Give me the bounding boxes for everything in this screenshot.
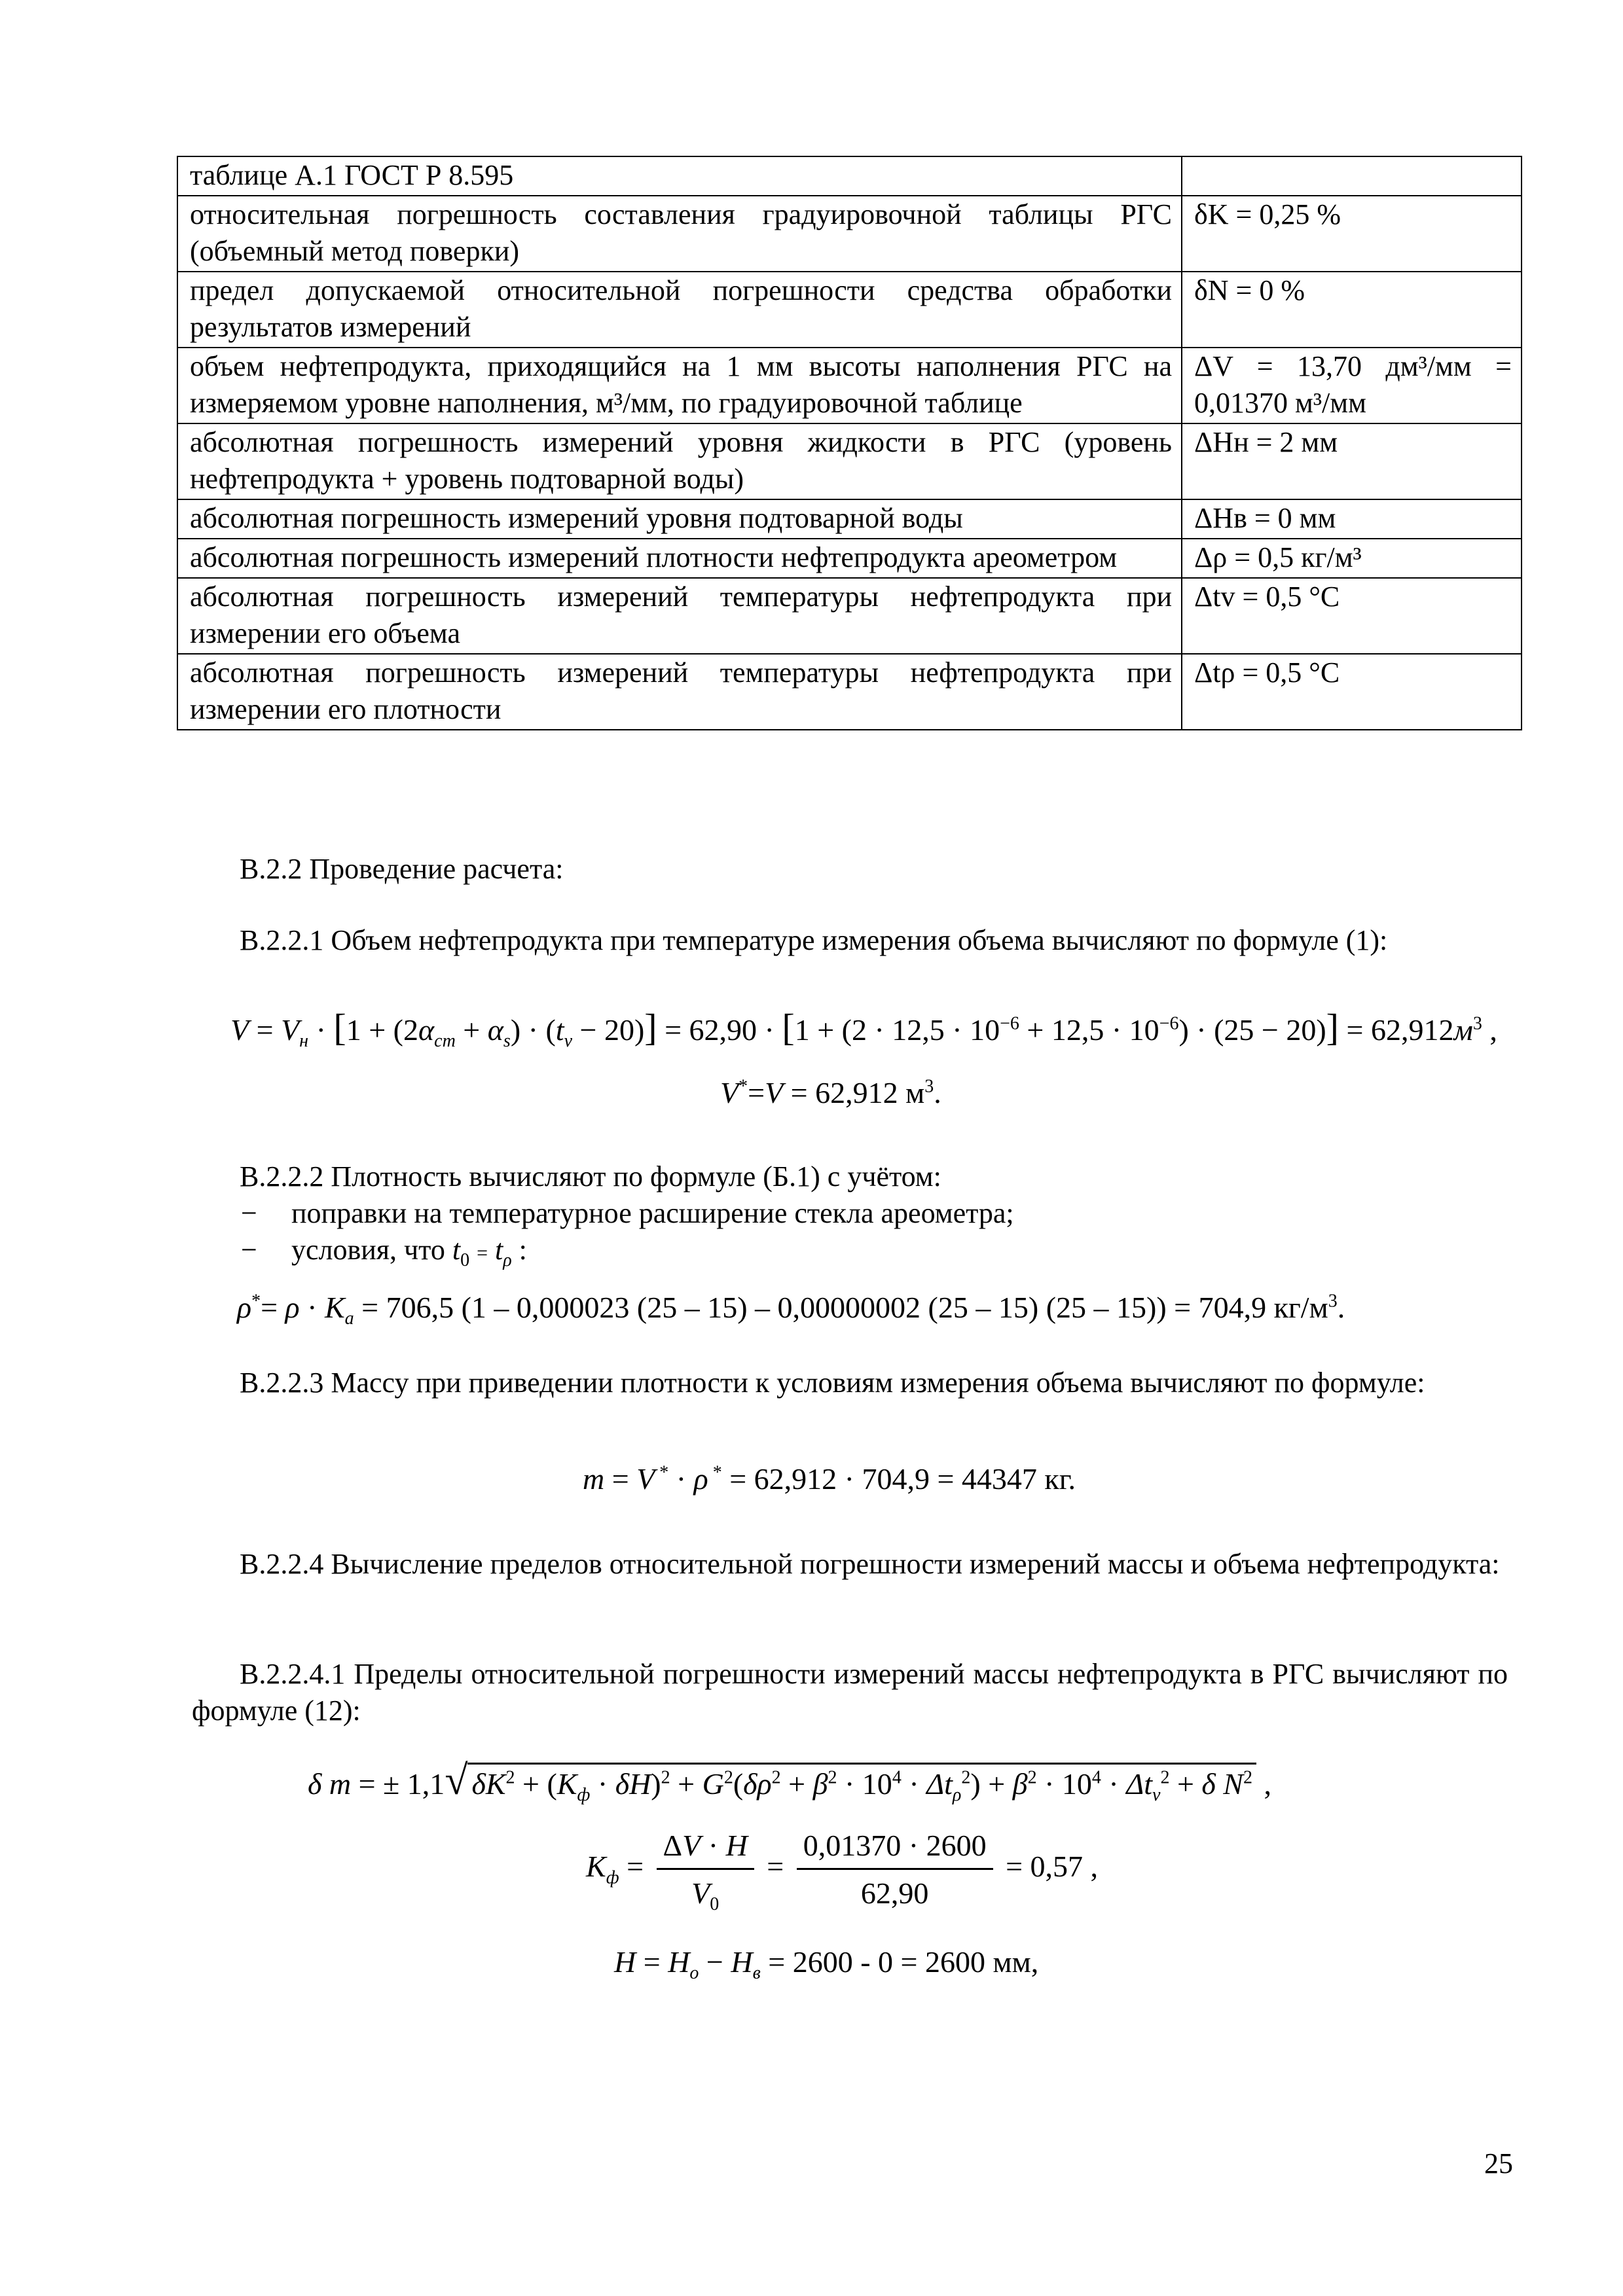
- table-row: [177, 196, 1522, 272]
- section-b224: В.2.2.4 Вычисление пределов относительной погрешности измерений массы и объема нефтепродукта:: [240, 1548, 1500, 1580]
- volume-formula-result: = 62,912: [1346, 1013, 1454, 1047]
- parameter-value: ΔHв = 0 мм: [1182, 499, 1522, 539]
- table-row: [177, 539, 1522, 578]
- condition-text: условия, что: [291, 1234, 445, 1266]
- parameter-description: таблице А.1 ГОСТ Р 8.595: [177, 156, 1182, 196]
- table-row: [177, 156, 1522, 196]
- parameter-description: абсолютная погрешность измерений температуры нефтепродукта при измерении его объема: [177, 578, 1182, 654]
- parameter-value: ΔHн = 2 мм: [1182, 423, 1522, 499]
- vstar-value: = 62,912 м: [790, 1076, 925, 1109]
- kf-formula: $K_ф$ = $\frac{\Delta V \cdot H}{V_0}$ = $\frac{0,01370 \cdot 2600}{62,90}$ = 0,57 ,: [586, 1826, 1098, 1913]
- section-b22: В.2.2 Проведение расчета:: [240, 853, 564, 885]
- table-row: [177, 423, 1522, 499]
- parameter-description: абсолютная погрешность измерений уровня подтоварной воды: [177, 499, 1182, 539]
- h-calc: = 2600 - 0 = 2600 мм,: [768, 1945, 1039, 1979]
- parameter-value: ΔV = 13,70 дм³/мм = 0,01370 м³/мм: [1182, 348, 1522, 423]
- kf-numerator: 0,01370 · 2600: [797, 1826, 993, 1870]
- kf-fraction-numeric: [797, 1826, 993, 1913]
- volume-formula: $V = V_н \cdot [1 + (2\alpha_{ст} + \alpha_s) \cdot (t_v - 20)] = 62,90 \cdot [1 + (2 \cdot 12,5 \cdot 10^{-6} + 12,5 \cdot 10^{-6}) \cdot (25 - 20)] = 62,912м^3$ ,: [230, 1006, 1497, 1052]
- volume-formula-numbers: 1 + (2 · 12,5 · 10: [794, 1013, 1000, 1047]
- page-number: 25: [1484, 2147, 1513, 2179]
- mass-formula: m = V * · ρ * = 62,912 · 704,9 = 44347 кг.: [583, 1462, 1076, 1496]
- parameter-value: δN = 0 %: [1182, 272, 1522, 348]
- list-dash: −: [241, 1234, 257, 1266]
- parameter-value: δK = 0,25 %: [1182, 196, 1522, 272]
- h-formula: $H = H_о - H_в = 2600 - 0 = 2600$ мм,: [614, 1945, 1039, 1984]
- list-item-text: поправки на температурное расширение стекла ареометра;: [291, 1197, 1014, 1229]
- table-row: [177, 499, 1522, 539]
- table-row: [177, 654, 1522, 730]
- parameter-value: [1182, 156, 1522, 196]
- density-formula: $\rho^*= \rho \cdot K_a = 706,5$ (1 – 0,000023 (25 – 15) – 0,00000002 (25 – 15) (25 – 15)) = 704,9 $кг/м^3$.: [237, 1291, 1345, 1329]
- section-b221: В.2.2.1 Объем нефтепродукта при температуре измерения объема вычисляют по формуле (1):: [240, 924, 1388, 956]
- mass-error-formula: δ m = ± 1,1√ $\delta K^2 + (K_ф \cdot \delta H)^2 + G^2(\delta\rho^2 + \beta^2 \cdot 10^4 \cdot \Delta t_\rho^2) + \beta^2 \cdot 10^4 \cdot \Delta t_v^2 + \delta$ $N^2$ ,: [308, 1757, 1271, 1806]
- section-b223: В.2.2.3 Массу при приведении плотности к условиям измерения объема вычисляют по формуле:: [240, 1367, 1425, 1399]
- table-row: [177, 578, 1522, 654]
- parameter-value: Δρ = 0,5 кг/м³: [1182, 539, 1522, 578]
- parameter-value: Δtv = 0,5 °С: [1182, 578, 1522, 654]
- volume-formula-rhs: = 62,90 ·: [665, 1013, 775, 1047]
- parameter-description: относительная погрешность составления градуировочной таблицы РГС (объемный метод поверки): [177, 196, 1182, 272]
- parameter-description: абсолютная погрешность измерений уровня жидкости в РГС (уровень нефтепродукта + уровень подтоварной воды): [177, 423, 1182, 499]
- section-b2241: В.2.2.4.1 Пределы относительной погрешности измерений массы нефтепродукта в РГС вычисляют по формуле (12):: [192, 1658, 1508, 1727]
- parameter-description: объем нефтепродукта, приходящийся на 1 мм высоты наполнения РГС на измеряемом уровне наполнения, м³/мм, по градуировочной таблице: [177, 348, 1182, 423]
- kf-result: = 0,57 ,: [1006, 1850, 1099, 1884]
- table-row: [177, 272, 1522, 348]
- parameter-description: абсолютная погрешность измерений температуры нефтепродукта при измерении его плотности: [177, 654, 1182, 730]
- parameter-value: Δtρ = 0,5 °С: [1182, 654, 1522, 730]
- table-row: [177, 348, 1522, 423]
- list-item-text: условия, что $t_0 = t_\rho$ :: [291, 1234, 527, 1270]
- parameter-description: абсолютная погрешность измерений плотности нефтепродукта ареометром: [177, 539, 1182, 578]
- parameters-table: [177, 156, 1522, 730]
- section-b222: В.2.2.2 Плотность вычисляют по формуле (Б.1) с учётом:: [240, 1160, 941, 1193]
- parameter-description: предел допускаемой относительной погрешности средства обработки результатов измерений: [177, 272, 1182, 348]
- vstar-formula: V*=V = 62,912 $м^3$.: [720, 1076, 941, 1109]
- list-dash: −: [241, 1197, 257, 1229]
- mass-calc: = 62,912 · 704,9 = 44347 кг.: [729, 1462, 1076, 1496]
- density-calc: = 706,5 (1 – 0,000023 (25 – 15) – 0,00000002 (25 – 15) (25 – 15)) = 704,9 кг/м: [361, 1291, 1328, 1324]
- kf-fraction-symbolic: $\frac{\Delta V \cdot H}{V_0}$: [657, 1826, 754, 1913]
- kf-denominator: 62,90: [860, 1876, 929, 1910]
